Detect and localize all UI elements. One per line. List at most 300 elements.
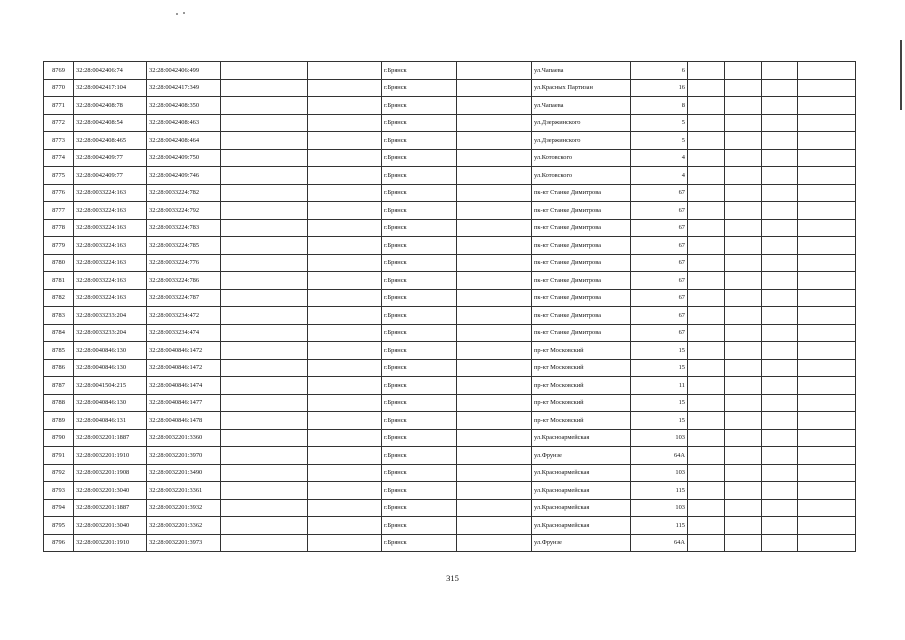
cadastral-number-cell: 32:28:0042409:77 — [74, 167, 147, 185]
scan-speck — [176, 13, 178, 15]
row-number-cell: 8779 — [44, 237, 74, 255]
empty-cell — [221, 149, 308, 167]
empty-cell — [762, 202, 798, 220]
empty-cell — [688, 202, 725, 220]
city-cell: г.Брянск — [382, 184, 457, 202]
street-cell: пк-кт Станке Димитрова — [532, 184, 631, 202]
cadastral-number-cell: 32:28:0033224:776 — [147, 254, 221, 272]
empty-cell — [725, 237, 762, 255]
empty-cell — [762, 254, 798, 272]
empty-cell — [308, 324, 382, 342]
empty-cell — [762, 377, 798, 395]
table-row — [44, 254, 856, 272]
empty-cell — [762, 429, 798, 447]
table-row — [44, 412, 856, 430]
street-cell: пк-кт Станке Димитрова — [532, 272, 631, 290]
empty-cell — [725, 219, 762, 237]
empty-cell — [762, 184, 798, 202]
empty-cell — [457, 167, 532, 185]
empty-cell — [688, 499, 725, 517]
street-cell: ул.Фрунзе — [532, 447, 631, 465]
empty-cell — [457, 79, 532, 97]
cadastral-number-cell: 32:28:0033224:163 — [74, 219, 147, 237]
row-number-cell: 8796 — [44, 534, 74, 552]
cadastral-number-cell: 32:28:0042408:464 — [147, 132, 221, 150]
table-row — [44, 114, 856, 132]
empty-cell — [221, 482, 308, 500]
house-number-cell: 67 — [631, 307, 688, 325]
empty-cell — [221, 412, 308, 430]
house-number-cell: 67 — [631, 202, 688, 220]
cadastral-number-cell: 32:28:0042406:74 — [74, 62, 147, 80]
empty-cell — [725, 464, 762, 482]
empty-cell — [798, 219, 856, 237]
empty-cell — [725, 132, 762, 150]
city-cell: г.Брянск — [382, 342, 457, 360]
row-number-cell: 8785 — [44, 342, 74, 360]
cadastral-number-cell: 32:28:0042406:499 — [147, 62, 221, 80]
cadastral-number-cell: 32:28:0042409:750 — [147, 149, 221, 167]
city-cell: г.Брянск — [382, 307, 457, 325]
street-cell: пк-кт Станке Димитрова — [532, 202, 631, 220]
row-number-cell: 8793 — [44, 482, 74, 500]
house-number-cell: 11 — [631, 377, 688, 395]
empty-cell — [762, 359, 798, 377]
house-number-cell: 103 — [631, 499, 688, 517]
city-cell: г.Брянск — [382, 132, 457, 150]
street-cell: пр-кт Московский — [532, 342, 631, 360]
empty-cell — [457, 447, 532, 465]
empty-cell — [725, 534, 762, 552]
empty-cell — [221, 132, 308, 150]
empty-cell — [221, 429, 308, 447]
row-number-cell: 8783 — [44, 307, 74, 325]
empty-cell — [308, 289, 382, 307]
city-cell: г.Брянск — [382, 324, 457, 342]
empty-cell — [725, 359, 762, 377]
empty-cell — [688, 237, 725, 255]
empty-cell — [725, 184, 762, 202]
empty-cell — [221, 184, 308, 202]
cadastral-number-cell: 32:28:0033234:474 — [147, 324, 221, 342]
empty-cell — [457, 219, 532, 237]
empty-cell — [308, 237, 382, 255]
house-number-cell: 67 — [631, 219, 688, 237]
empty-cell — [308, 254, 382, 272]
empty-cell — [725, 324, 762, 342]
cadastral-number-cell: 32:28:0033224:163 — [74, 289, 147, 307]
city-cell: г.Брянск — [382, 149, 457, 167]
row-number-cell: 8772 — [44, 114, 74, 132]
cadastral-number-cell: 32:28:0033224:163 — [74, 254, 147, 272]
empty-cell — [762, 219, 798, 237]
empty-cell — [725, 482, 762, 500]
city-cell: г.Брянск — [382, 359, 457, 377]
row-number-cell: 8773 — [44, 132, 74, 150]
cadastral-number-cell: 32:28:0033224:163 — [74, 184, 147, 202]
empty-cell — [725, 254, 762, 272]
empty-cell — [688, 254, 725, 272]
cadastral-number-cell: 32:28:0033224:792 — [147, 202, 221, 220]
empty-cell — [762, 307, 798, 325]
house-number-cell: 115 — [631, 482, 688, 500]
empty-cell — [725, 412, 762, 430]
empty-cell — [798, 202, 856, 220]
empty-cell — [457, 149, 532, 167]
empty-cell — [762, 272, 798, 290]
row-number-cell: 8777 — [44, 202, 74, 220]
house-number-cell: 64А — [631, 534, 688, 552]
empty-cell — [725, 272, 762, 290]
table-row — [44, 219, 856, 237]
empty-cell — [457, 272, 532, 290]
city-cell: г.Брянск — [382, 62, 457, 80]
city-cell: г.Брянск — [382, 482, 457, 500]
cadastral-number-cell: 32:28:0032201:1908 — [74, 464, 147, 482]
empty-cell — [762, 394, 798, 412]
empty-cell — [308, 167, 382, 185]
city-cell: г.Брянск — [382, 202, 457, 220]
empty-cell — [798, 534, 856, 552]
empty-cell — [725, 97, 762, 115]
empty-cell — [688, 482, 725, 500]
scan-edge-mark — [900, 40, 902, 110]
street-cell: ул.Чапаева — [532, 62, 631, 80]
registry-table-body — [44, 62, 856, 552]
street-cell: пк-кт Станке Димитрова — [532, 289, 631, 307]
table-row — [44, 464, 856, 482]
empty-cell — [688, 377, 725, 395]
row-number-cell: 8770 — [44, 79, 74, 97]
empty-cell — [688, 114, 725, 132]
house-number-cell: 115 — [631, 517, 688, 535]
house-number-cell: 103 — [631, 464, 688, 482]
cadastral-number-cell: 32:28:0040846:1474 — [147, 377, 221, 395]
empty-cell — [762, 499, 798, 517]
city-cell: г.Брянск — [382, 79, 457, 97]
table-row — [44, 149, 856, 167]
table-row — [44, 237, 856, 255]
city-cell: г.Брянск — [382, 447, 457, 465]
empty-cell — [221, 97, 308, 115]
table-row — [44, 167, 856, 185]
city-cell: г.Брянск — [382, 272, 457, 290]
empty-cell — [221, 394, 308, 412]
empty-cell — [798, 97, 856, 115]
row-number-cell: 8790 — [44, 429, 74, 447]
cadastral-number-cell: 32:28:0032201:3973 — [147, 534, 221, 552]
empty-cell — [688, 534, 725, 552]
empty-cell — [221, 219, 308, 237]
empty-cell — [221, 359, 308, 377]
empty-cell — [308, 184, 382, 202]
row-number-cell: 8776 — [44, 184, 74, 202]
empty-cell — [221, 307, 308, 325]
empty-cell — [308, 517, 382, 535]
house-number-cell: 15 — [631, 394, 688, 412]
house-number-cell: 64А — [631, 447, 688, 465]
empty-cell — [221, 534, 308, 552]
empty-cell — [457, 237, 532, 255]
empty-cell — [725, 394, 762, 412]
empty-cell — [798, 482, 856, 500]
empty-cell — [725, 167, 762, 185]
table-row — [44, 377, 856, 395]
empty-cell — [725, 377, 762, 395]
row-number-cell: 8795 — [44, 517, 74, 535]
house-number-cell: 4 — [631, 167, 688, 185]
empty-cell — [688, 447, 725, 465]
city-cell: г.Брянск — [382, 412, 457, 430]
empty-cell — [221, 202, 308, 220]
empty-cell — [688, 167, 725, 185]
house-number-cell: 15 — [631, 342, 688, 360]
cadastral-number-cell: 32:28:0040846:1472 — [147, 342, 221, 360]
empty-cell — [457, 342, 532, 360]
empty-cell — [762, 324, 798, 342]
cadastral-number-cell: 32:28:0042417:349 — [147, 79, 221, 97]
cadastral-number-cell: 32:28:0040846:131 — [74, 412, 147, 430]
street-cell: ул.Красноармейская — [532, 482, 631, 500]
street-cell: пк-кт Станке Димитрова — [532, 324, 631, 342]
row-number-cell: 8781 — [44, 272, 74, 290]
empty-cell — [308, 534, 382, 552]
empty-cell — [725, 517, 762, 535]
city-cell: г.Брянск — [382, 377, 457, 395]
empty-cell — [308, 342, 382, 360]
cadastral-number-cell: 32:28:0040846:1477 — [147, 394, 221, 412]
empty-cell — [798, 132, 856, 150]
empty-cell — [308, 394, 382, 412]
house-number-cell: 6 — [631, 62, 688, 80]
empty-cell — [221, 254, 308, 272]
house-number-cell: 4 — [631, 149, 688, 167]
street-cell: пр-кт Московский — [532, 377, 631, 395]
cadastral-number-cell: 32:28:0032201:3361 — [147, 482, 221, 500]
empty-cell — [798, 359, 856, 377]
empty-cell — [798, 289, 856, 307]
empty-cell — [688, 97, 725, 115]
city-cell: г.Брянск — [382, 254, 457, 272]
empty-cell — [221, 237, 308, 255]
city-cell: г.Брянск — [382, 237, 457, 255]
street-cell: пк-кт Станке Димитрова — [532, 237, 631, 255]
empty-cell — [308, 447, 382, 465]
street-cell: ул.Котовского — [532, 167, 631, 185]
row-number-cell: 8775 — [44, 167, 74, 185]
cadastral-number-cell: 32:28:0040846:130 — [74, 359, 147, 377]
empty-cell — [798, 307, 856, 325]
cadastral-number-cell: 32:28:0042409:77 — [74, 149, 147, 167]
street-cell: пк-кт Станке Димитрова — [532, 219, 631, 237]
empty-cell — [457, 377, 532, 395]
row-number-cell: 8794 — [44, 499, 74, 517]
empty-cell — [688, 79, 725, 97]
house-number-cell: 5 — [631, 132, 688, 150]
cadastral-number-cell: 32:28:0033224:786 — [147, 272, 221, 290]
empty-cell — [457, 482, 532, 500]
empty-cell — [725, 429, 762, 447]
empty-cell — [688, 517, 725, 535]
house-number-cell: 67 — [631, 184, 688, 202]
empty-cell — [798, 184, 856, 202]
empty-cell — [762, 517, 798, 535]
city-cell: г.Брянск — [382, 167, 457, 185]
empty-cell — [725, 62, 762, 80]
cadastral-number-cell: 32:28:0033224:163 — [74, 202, 147, 220]
empty-cell — [798, 237, 856, 255]
empty-cell — [457, 534, 532, 552]
table-row — [44, 447, 856, 465]
city-cell: г.Брянск — [382, 534, 457, 552]
empty-cell — [762, 464, 798, 482]
cadastral-number-cell: 32:28:0041504:215 — [74, 377, 147, 395]
street-cell: ул.Дзержинского — [532, 132, 631, 150]
row-number-cell: 8782 — [44, 289, 74, 307]
empty-cell — [798, 447, 856, 465]
empty-cell — [688, 132, 725, 150]
city-cell: г.Брянск — [382, 499, 457, 517]
empty-cell — [308, 62, 382, 80]
empty-cell — [308, 79, 382, 97]
cadastral-number-cell: 32:28:0042408:350 — [147, 97, 221, 115]
empty-cell — [688, 184, 725, 202]
empty-cell — [221, 62, 308, 80]
empty-cell — [798, 499, 856, 517]
registry-table — [43, 61, 856, 552]
cadastral-number-cell: 32:28:0033224:787 — [147, 289, 221, 307]
empty-cell — [221, 79, 308, 97]
row-number-cell: 8784 — [44, 324, 74, 342]
empty-cell — [221, 289, 308, 307]
empty-cell — [688, 394, 725, 412]
street-cell: ул.Чапаева — [532, 97, 631, 115]
empty-cell — [798, 517, 856, 535]
row-number-cell: 8792 — [44, 464, 74, 482]
empty-cell — [221, 464, 308, 482]
empty-cell — [762, 482, 798, 500]
empty-cell — [798, 429, 856, 447]
street-cell: ул.Фрунзе — [532, 534, 631, 552]
empty-cell — [308, 412, 382, 430]
empty-cell — [762, 167, 798, 185]
empty-cell — [457, 499, 532, 517]
cadastral-number-cell: 32:28:0032201:3490 — [147, 464, 221, 482]
cadastral-number-cell: 32:28:0040846:1478 — [147, 412, 221, 430]
empty-cell — [762, 412, 798, 430]
empty-cell — [725, 149, 762, 167]
empty-cell — [725, 499, 762, 517]
table-row — [44, 272, 856, 290]
empty-cell — [221, 517, 308, 535]
empty-cell — [762, 534, 798, 552]
empty-cell — [308, 464, 382, 482]
cadastral-number-cell: 32:28:0032201:3040 — [74, 482, 147, 500]
empty-cell — [221, 272, 308, 290]
empty-cell — [221, 447, 308, 465]
empty-cell — [798, 167, 856, 185]
empty-cell — [688, 429, 725, 447]
row-number-cell: 8774 — [44, 149, 74, 167]
empty-cell — [762, 447, 798, 465]
table-row — [44, 517, 856, 535]
empty-cell — [762, 97, 798, 115]
cadastral-number-cell: 32:28:0042408:465 — [74, 132, 147, 150]
page-number: 315 — [446, 573, 459, 583]
empty-cell — [798, 254, 856, 272]
empty-cell — [762, 62, 798, 80]
cadastral-number-cell: 32:28:0032201:3040 — [74, 517, 147, 535]
cadastral-number-cell: 32:28:0032201:3360 — [147, 429, 221, 447]
row-number-cell: 8788 — [44, 394, 74, 412]
house-number-cell: 67 — [631, 324, 688, 342]
house-number-cell: 15 — [631, 412, 688, 430]
empty-cell — [308, 499, 382, 517]
empty-cell — [308, 429, 382, 447]
empty-cell — [457, 464, 532, 482]
empty-cell — [798, 377, 856, 395]
street-cell: ул.Красноармейская — [532, 464, 631, 482]
row-number-cell: 8771 — [44, 97, 74, 115]
cadastral-number-cell: 32:28:0040846:130 — [74, 394, 147, 412]
empty-cell — [457, 254, 532, 272]
empty-cell — [308, 149, 382, 167]
empty-cell — [457, 517, 532, 535]
empty-cell — [221, 342, 308, 360]
table-row — [44, 79, 856, 97]
house-number-cell: 67 — [631, 289, 688, 307]
empty-cell — [457, 429, 532, 447]
empty-cell — [457, 97, 532, 115]
table-row — [44, 62, 856, 80]
empty-cell — [688, 359, 725, 377]
empty-cell — [221, 324, 308, 342]
cadastral-number-cell: 32:28:0040846:130 — [74, 342, 147, 360]
cadastral-number-cell: 32:28:0032201:1887 — [74, 499, 147, 517]
table-row — [44, 342, 856, 360]
empty-cell — [688, 324, 725, 342]
row-number-cell: 8778 — [44, 219, 74, 237]
empty-cell — [762, 132, 798, 150]
empty-cell — [725, 289, 762, 307]
empty-cell — [798, 79, 856, 97]
empty-cell — [688, 289, 725, 307]
cadastral-number-cell: 32:28:0033233:204 — [74, 307, 147, 325]
city-cell: г.Брянск — [382, 97, 457, 115]
street-cell: пр-кт Московский — [532, 412, 631, 430]
empty-cell — [308, 219, 382, 237]
empty-cell — [688, 149, 725, 167]
empty-cell — [308, 272, 382, 290]
empty-cell — [798, 149, 856, 167]
empty-cell — [762, 342, 798, 360]
empty-cell — [762, 237, 798, 255]
city-cell: г.Брянск — [382, 394, 457, 412]
table-row — [44, 429, 856, 447]
empty-cell — [688, 342, 725, 360]
empty-cell — [798, 412, 856, 430]
empty-cell — [762, 289, 798, 307]
house-number-cell: 67 — [631, 254, 688, 272]
table-row — [44, 307, 856, 325]
empty-cell — [725, 447, 762, 465]
cadastral-number-cell: 32:28:0033224:163 — [74, 272, 147, 290]
empty-cell — [308, 307, 382, 325]
cadastral-number-cell: 32:28:0032201:1887 — [74, 429, 147, 447]
scan-speck — [183, 12, 185, 14]
row-number-cell: 8786 — [44, 359, 74, 377]
row-number-cell: 8787 — [44, 377, 74, 395]
